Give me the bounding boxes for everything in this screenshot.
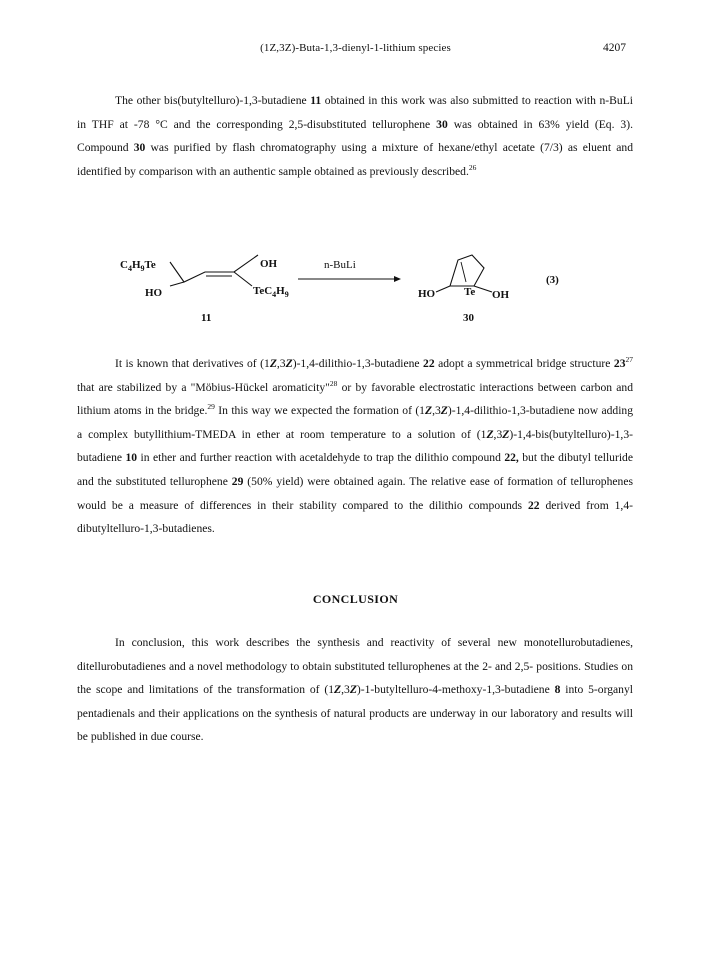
compound-ref: 8 <box>554 683 561 697</box>
compound-ref: 22, <box>504 451 519 465</box>
pr-bond-oh <box>474 286 492 292</box>
paragraph-conclusion <box>77 631 633 749</box>
text-run: ether at room temperature to a solution of (1 <box>256 427 487 441</box>
stereo-z: Z <box>440 404 448 418</box>
compound-ref: 23 <box>613 357 626 370</box>
text-run: the formation of (1 <box>335 404 425 418</box>
sm-bond-ho <box>170 282 184 286</box>
paragraph-dilithio <box>77 352 633 541</box>
text-run: electrostatic interactions between carbon and lithium atoms in the bridge. <box>77 380 633 418</box>
text-run: )-1-butyltelluro-4-methoxy-1,3-butadiene <box>356 683 555 697</box>
text-run: but the dibutyl telluride and the <box>77 451 634 488</box>
text-run: The other bis(butyltelluro)-1,3-butadiene <box>115 94 311 107</box>
text-run: obtained in 63% yield (Eq. 3). Compound <box>77 117 633 155</box>
compound-ref: 22 <box>527 498 540 512</box>
citation: 28 <box>329 378 338 388</box>
text-run: In this way we expected <box>214 404 333 418</box>
conclusion-heading: CONCLUSION <box>312 592 399 606</box>
stereo-z: Z <box>424 404 433 418</box>
text-run: )-1,4-bis(butyltelluro)-1,3-butadiene <box>77 427 633 465</box>
text-run: into 5-organyl pentadienals and their <box>77 683 633 720</box>
text-run: tellurophenes at the 2- and 2,5- positions. Studies on the scope and limitations of the transformation <box>77 659 634 697</box>
compound-number-30: 30 <box>463 312 474 324</box>
compound-ref: 30 <box>436 117 448 131</box>
text-run: in ether and <box>137 451 197 465</box>
pr-bond-ho <box>436 286 450 292</box>
compound-ref: 30 <box>133 141 146 155</box>
text-run: of hexane/ethyl acetate (7/3) as eluent and identified by comparison with an authentic sample <box>77 141 634 178</box>
text-run: )-1,4-dilithio-1,3-butadiene <box>292 357 424 370</box>
paragraph-tellurophene-30 <box>77 89 633 183</box>
pr-te-label: Te <box>464 286 476 298</box>
text-run: derived from 1,4-dibutyltelluro-1,3-butadienes. <box>77 498 633 536</box>
text-run: substituted tellurophene <box>115 474 232 488</box>
stereo-z: Z <box>285 357 293 370</box>
pr-ho-label: HO <box>418 288 436 300</box>
equation-label: (3) <box>546 274 559 286</box>
text-run: It is known that derivatives of (1 <box>115 357 270 370</box>
text-run: or by favorable <box>337 380 416 394</box>
text-run: adopt a symmetrical <box>434 357 534 370</box>
stereo-z: Z <box>349 683 357 697</box>
sm-diene-chain <box>170 255 258 282</box>
text-run: applications on the synthesis of natural products are underway in our laboratory and results will be <box>77 706 634 744</box>
sm-oh-label: OH <box>260 258 278 270</box>
text-run: bridge structure <box>536 357 614 370</box>
text-run: In conclusion, this work describes the synthesis and reactivity of several new <box>115 636 517 649</box>
citation: 26 <box>468 162 477 172</box>
citation: 27 <box>625 355 633 364</box>
running-title: (1Z,3Z)-Buta-1,3-dienyl-1-lithium species <box>260 42 451 54</box>
compound-ref: 29 <box>231 474 244 488</box>
text-run: of (1 <box>309 683 335 697</box>
text-run: ,3 <box>276 357 286 370</box>
page-number: 4207 <box>603 42 626 54</box>
citation: 29 <box>207 402 215 412</box>
pr-oh-label: OH <box>492 289 510 301</box>
text-run: that are stabilized by a "Möbius-Hückel aromaticity" <box>77 380 330 394</box>
text-run: (50% yield) were obtained again. The relative ease of formation of <box>243 474 567 488</box>
text-run: obtained as previously described. <box>314 164 469 178</box>
sm-bond-te <box>234 272 252 286</box>
stereo-z: Z <box>269 357 277 370</box>
arrow-head <box>394 276 401 282</box>
text-run: monotellurobutadienes, ditellurobutadienes and a novel methodology to obtain substituted <box>77 636 633 673</box>
text-run: published in due course. <box>90 730 204 744</box>
ring-double-bond <box>461 262 466 282</box>
text-run: was <box>447 117 472 131</box>
text-run: further reaction with acetaldehyde to trap the dilithio compound <box>199 451 505 465</box>
text-run: reaction with n-BuLi in THF at -78 °C and the corresponding 2,5-disubstituted tellurophene <box>77 94 634 131</box>
reaction-scheme-eq3 <box>100 240 580 330</box>
text-run: tellurophenes would be a measure of differences in their stability compared to the dilithio compounds <box>77 474 633 512</box>
sm-tec4h9-label: $TeC_4H_9$ <box>253 285 289 299</box>
compound-ref: 11 <box>310 94 322 107</box>
stereo-z: Z <box>334 683 342 697</box>
stereo-z: Z <box>486 427 494 441</box>
compound-ref: 10 <box>125 451 138 465</box>
compound-number-11: 11 <box>201 312 212 324</box>
reagent-label: n-BuLi <box>324 259 356 271</box>
sm-ho-label: HO <box>145 287 163 299</box>
sm-c4h9te-label: $C_4H_9Te$ <box>120 259 156 273</box>
text-run: )-1,4-dilithio-1,3-butadiene now adding a complex butyllithium-TMEDA in <box>77 404 634 441</box>
text-run: ,3 <box>341 683 350 697</box>
tellurophene-ring <box>450 255 484 286</box>
compound-ref: 22 <box>423 357 435 370</box>
text-run: ,3 <box>432 404 441 418</box>
text-run: obtained in this work was also submitted to <box>321 94 531 107</box>
text-run: ,3 <box>493 427 503 441</box>
stereo-z: Z <box>502 427 510 441</box>
text-run: was purified by flash chromatography using a mixture <box>145 141 419 155</box>
